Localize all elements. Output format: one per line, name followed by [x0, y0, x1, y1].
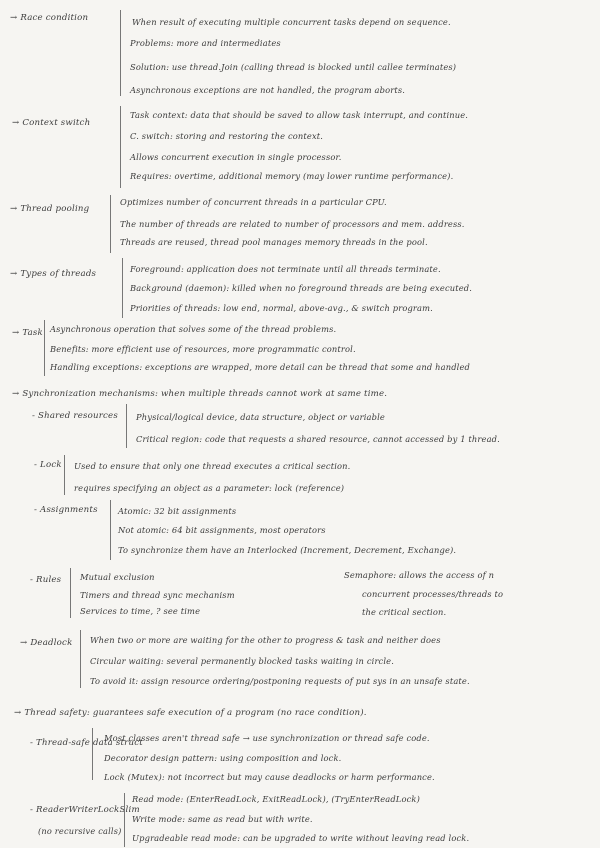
note-line: Threads are reused, thread pool manages memory threads in the pool. [120, 237, 428, 247]
note-line: Services to time, ? see time [80, 606, 201, 616]
section-bracket [110, 195, 111, 253]
note-line: Task context: data that should be saved to allow task interrupt, and continue. [130, 110, 469, 120]
subsection-heading: - Shared resources [32, 411, 118, 421]
section-heading: → Task [12, 328, 43, 338]
section-bracket [110, 500, 111, 560]
note-line: Asynchronous exceptions are not handled, the program aborts. [130, 85, 406, 95]
section-heading: → Thread pooling [10, 204, 90, 214]
note-line: Used to ensure that only one thread executes a critical section. [74, 461, 351, 471]
note-line: Lock (Mutex): not incorrect but may cause deadlocks or harm performance. [104, 772, 435, 782]
section-bracket [122, 258, 123, 318]
note-line: Physical/logical device, data structure, object or variable [136, 412, 385, 422]
subsection-heading: - Assignments [34, 505, 98, 515]
section-heading: → Synchronization mechanisms: when multiple threads cannot work at same time. [12, 389, 388, 399]
note-line: Write mode: same as read but with write. [132, 814, 313, 824]
section-bracket [44, 320, 45, 376]
note-line: Decorator design pattern: using composition and lock. [104, 753, 342, 763]
note-line: Benefits: more efficient use of resources, more programmatic control. [50, 344, 356, 354]
note-line: When result of executing multiple concurrent tasks depend on sequence. [132, 17, 451, 27]
section-bracket [80, 630, 81, 688]
note-line: Critical region: code that requests a shared resource, cannot accessed by 1 thread. [136, 434, 500, 444]
note-line: the critical section. [362, 607, 447, 617]
note-line: C. switch: storing and restoring the context. [130, 131, 324, 141]
note-line: Problems: more and intermediates [130, 38, 281, 48]
section-heading: → Thread safety: guarantees safe execution of a program (no race condition). [14, 708, 367, 718]
section-heading: → Deadlock [20, 638, 73, 648]
section-heading: → Types of threads [10, 269, 97, 279]
note-line: Optimizes number of concurrent threads in a particular CPU. [120, 197, 387, 207]
note-line: Solution: use thread.Join (calling thread is blocked until callee terminates) [130, 62, 457, 72]
note-line: Requires: overtime, additional memory (may lower runtime performance). [130, 171, 454, 181]
note-line: Atomic: 32 bit assignments [118, 506, 237, 516]
note-line: Circular waiting: several permanently blocked tasks waiting in circle. [90, 656, 395, 666]
note-line: When two or more are waiting for the other to progress & task and neither does [90, 635, 441, 645]
note-line: requires specifying an object as a parameter: lock (reference) [74, 483, 345, 493]
subsection-heading: - Thread-safe data struct [30, 738, 143, 748]
note-line: The number of threads are related to number of processors and mem. address. [120, 219, 465, 229]
note-line: Background (daemon): killed when no foreground threads are being executed. [130, 283, 473, 293]
note-line: Allows concurrent execution in single processor. [130, 152, 342, 162]
note-line: To avoid it: assign resource ordering/postponing requests of put sys in an unsafe state. [90, 676, 470, 686]
section-bracket [120, 10, 121, 96]
subsection-note: (no recursive calls) [38, 826, 122, 836]
section-bracket [70, 568, 71, 618]
note-line: Not atomic: 64 bit assignments, most operators [118, 525, 326, 535]
note-line: Priorities of threads: low end, normal, above-avg., & switch program. [130, 303, 433, 313]
subsection-heading: - Lock [34, 460, 62, 470]
note-line: Read mode: (EnterReadLock, ExitReadLock), (TryEnterReadLock) [132, 794, 420, 804]
note-line: Asynchronous operation that solves some of the thread problems. [50, 324, 337, 334]
note-line: Most classes aren't thread safe → use synchronization or thread safe code. [104, 733, 430, 743]
subsection-heading: - Rules [30, 575, 62, 585]
section-bracket [124, 793, 125, 847]
note-line: concurrent processes/threads to [362, 589, 504, 599]
subsection-heading: - ReaderWriterLockSlim [30, 805, 140, 815]
note-line: Mutual exclusion [80, 572, 155, 582]
note-line: Upgradeable read mode: can be upgraded to write without leaving read lock. [132, 833, 470, 843]
section-bracket [120, 106, 121, 188]
note-line: To synchronize them have an Interlocked (Increment, Decrement, Exchange). [118, 545, 457, 555]
note-line: Semaphore: allows the access of n [344, 570, 495, 580]
section-bracket [126, 404, 127, 448]
section-heading: → Race condition [10, 13, 89, 23]
section-bracket [92, 728, 93, 780]
note-line: Foreground: application does not terminate until all threads terminate. [130, 264, 441, 274]
section-heading: → Context switch [12, 118, 91, 128]
section-bracket [64, 455, 65, 495]
note-line: Timers and thread sync mechanism [80, 590, 235, 600]
note-line: Handling exceptions: exceptions are wrapped, more detail can be thread that some and handled [50, 362, 471, 372]
